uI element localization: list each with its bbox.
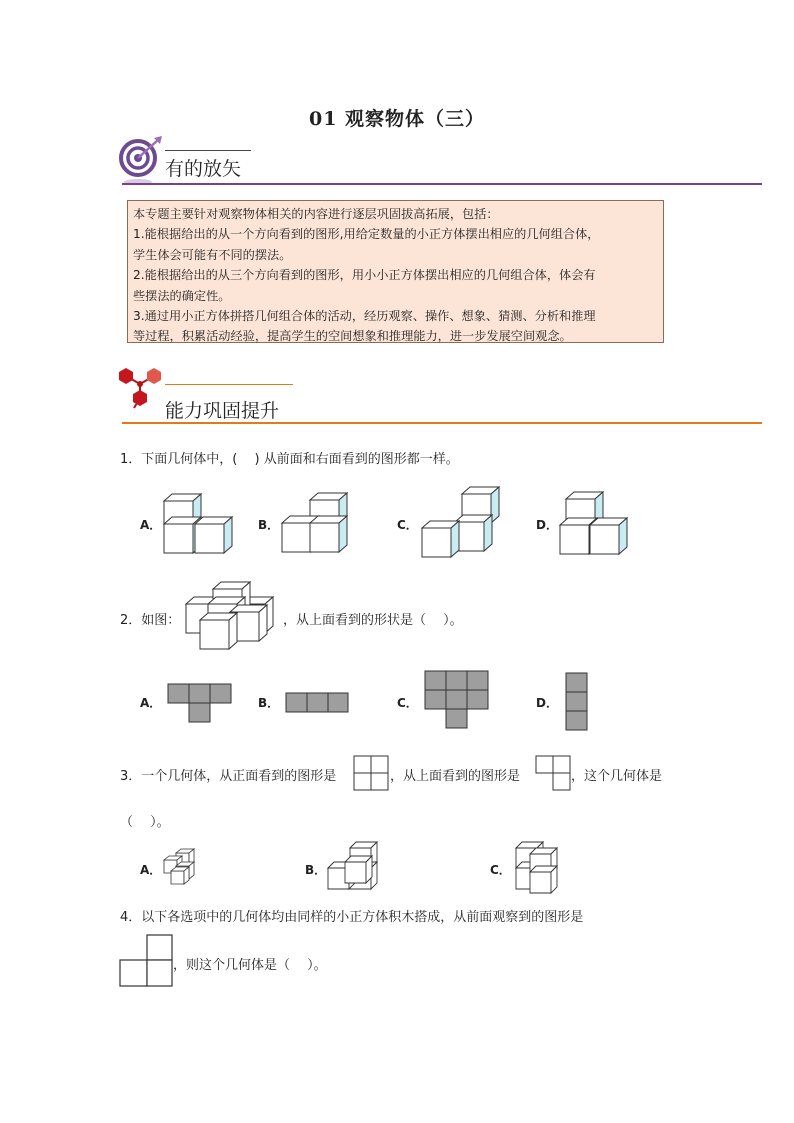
section-rule-2 [122,422,762,424]
option-c-label[interactable]: C． [397,696,418,710]
q3-option-a-figure [164,849,194,884]
question-3-text-part2: ，从上面看到的图形是 [390,769,521,784]
summary-line: 学生体会可能有不同的摆法。 [133,247,292,262]
page-title: 01 观察物体（三） [308,108,486,130]
q2-option-b-figure [286,693,348,712]
option-a-label[interactable]: A． [140,696,162,710]
option-a-label[interactable]: A． [140,518,162,532]
section-decor-line [165,150,251,151]
summary-line: 2.能根据给出的从三个方向看到的图形，用小小正方体摆出相应的几何组合体，体会有 [133,268,596,283]
option-d-label[interactable]: D． [536,696,558,710]
question-number: 4． [120,910,142,925]
option-a-label[interactable]: A． [140,863,162,877]
q1-option-c-figure [422,487,499,557]
q3-top-view [536,756,570,790]
q2-option-a-figure [168,684,231,722]
question-number: 3． [120,769,142,784]
q1-option-d-figure [560,492,627,554]
question-4-line2: ，则这个几何体是（ ）。 [173,958,327,973]
question-2 [120,609,180,628]
question-3-line2: （ ）。 [120,815,170,830]
molecule-icon [116,364,166,414]
option-c-label[interactable]: C． [397,518,418,532]
question-3 [120,765,336,784]
q1-option-a-figure [164,494,232,553]
option-d-label[interactable]: D． [536,518,558,532]
option-b-label[interactable]: B． [305,863,327,877]
q2-option-c-figure [425,671,488,728]
question-text: 下面几何体中，( ) 从前面和右面看到的图形都一样。 [141,452,459,467]
q4-front-view [120,935,172,986]
summary-line: 3.通过用小正方体拼搭几何组合体的活动，经历观察、操作、想象、猜测、分析和推理 [133,309,596,324]
question-2-text-after: ，从上面看到的形状是（ ）。 [283,613,463,628]
question-4 [120,906,583,925]
question-text: 以下各选项中的几何体均由同样的小正方体积木搭成，从前面观察到的图形是 [141,910,584,925]
section-title-2: 能力巩固提升 [165,400,280,422]
option-b-label[interactable]: B． [258,518,280,532]
question-text-before: 如图： [141,613,181,628]
option-c-label[interactable]: C． [490,863,511,877]
summary-line: 本专题主要针对观察物体相关的内容进行逐层巩固拔高拓展，包括： [133,207,499,221]
section-title-1: 有的放矢 [165,158,242,180]
question-3-text-part3: ，这个几何体是 [571,769,663,784]
section-rule-1 [122,183,762,185]
question-number: 2． [120,613,142,628]
q3-front-view [354,756,388,790]
summary-line: 等过程，积累活动经验，提高学生的空间想象和推理能力，进一步发展空间观念。 [133,329,572,344]
question-number: 1． [120,452,142,467]
option-b-label[interactable]: B． [258,696,280,710]
q3-option-c-figure [516,842,557,893]
summary-box [127,200,664,343]
question-1 [120,448,459,467]
q3-option-b-figure [328,842,377,889]
summary-line: 1.能根据给出的从一个方向看到的图形,用给定数量的小正方体摆出相应的几何组合体， [133,227,600,242]
question-text: 一个几何体，从正面看到的图形是 [141,769,337,784]
q2-figure [186,582,273,649]
section-decor-line [165,384,293,385]
summary-line: 些摆法的确定性。 [133,288,231,303]
q2-option-d-figure [566,673,587,730]
q1-option-b-figure [282,493,347,552]
